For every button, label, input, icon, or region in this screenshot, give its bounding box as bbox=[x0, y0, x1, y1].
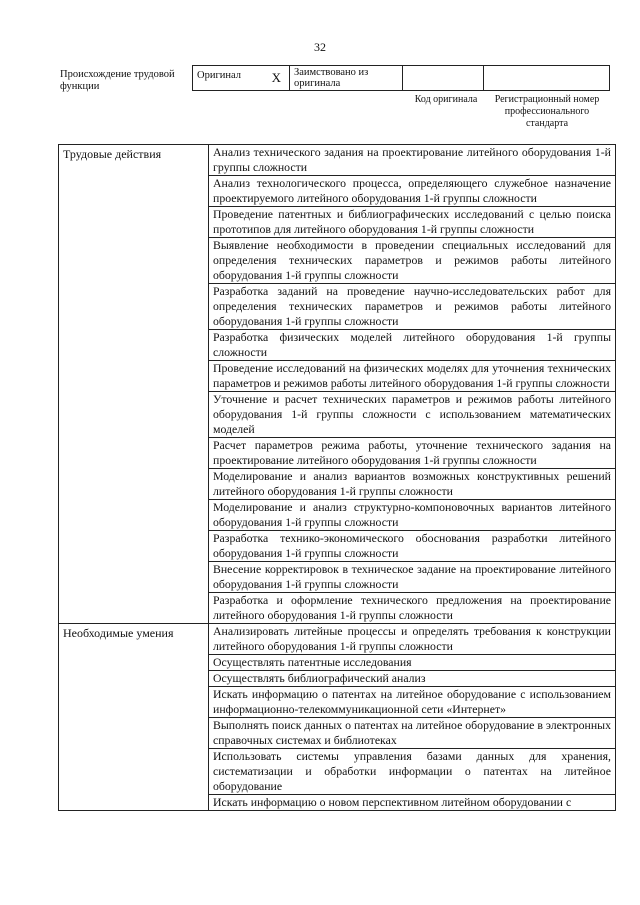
page-number: 32 bbox=[314, 40, 326, 54]
table-cell: Анализировать литейные процессы и определять требования к конструкции литейного оборудования 1-й группы сложности bbox=[209, 624, 616, 655]
table-cell: Разработка заданий на проведение научно-исследовательских работ для определения технических параметров и режимов работы литейного оборудования 1-й группы сложности bbox=[209, 284, 616, 330]
table-cell: Уточнение и расчет технических параметров и режимов работы литейного оборудования 1-й группы сложности с использованием математических моделей bbox=[209, 392, 616, 438]
table-cell: Разработка и оформление технического предложения на проектирование литейного оборудования 1-й группы сложности bbox=[209, 593, 616, 624]
origin-label: Происхождение трудовой функции bbox=[60, 69, 175, 92]
table-cell: Анализ технологического процесса, определяющего служебное назначение проектируемого литейного оборудования 1-й группы сложности bbox=[209, 176, 616, 207]
borrowed-label: Заимствовано из оригинала bbox=[290, 66, 403, 91]
original-cell bbox=[193, 66, 290, 91]
origin-table bbox=[192, 65, 610, 91]
table-cell: Искать информацию о патентах на литейное оборудование с использованием информационно-телекоммуникационной сети «Интернет» bbox=[209, 687, 616, 718]
table-cell: Проведение патентных и библиографических исследований с целью поиска прототипов для литейного оборудования 1-й группы сложности bbox=[209, 207, 616, 238]
skills-heading: Необходимые умения bbox=[59, 624, 209, 811]
table-cell: Использовать системы управления базами данных для хранения, систематизации и обработки информации о патентах на литейное оборудование bbox=[209, 749, 616, 795]
table-cell: Выполнять поиск данных о патентах на литейное оборудование в электронных справочных системах и библиотеках bbox=[209, 718, 616, 749]
table-cell: Искать информацию о новом перспективном литейном оборудовании с bbox=[209, 795, 616, 811]
table-cell: Расчет параметров режима работы, уточнение технического задания на проектирование литейного оборудования 1-й группы сложности bbox=[209, 438, 616, 469]
table-cell: Разработка физических моделей литейного оборудования 1-й группы сложности bbox=[209, 330, 616, 361]
registration-number-caption: Регистрационный номер профессионального стандарта bbox=[494, 94, 600, 129]
labor-actions-heading: Трудовые действия bbox=[59, 145, 209, 624]
table-cell: Разработка технико-экономического обоснования разработки литейного оборудования 1-й группы сложности bbox=[209, 531, 616, 562]
original-code-caption: Код оригинала bbox=[414, 94, 478, 105]
table-cell: Внесение корректировок в техническое задание на проектирование литейного оборудования 1-й группы сложности bbox=[209, 562, 616, 593]
table-cell: Осуществлять патентные исследования bbox=[209, 655, 616, 671]
original-label: Оригинал bbox=[197, 70, 241, 81]
registration-number-cell bbox=[484, 66, 610, 91]
table-row bbox=[59, 624, 616, 655]
original-code-cell bbox=[403, 66, 484, 91]
table-cell: Осуществлять библиографический анализ bbox=[209, 671, 616, 687]
table-row bbox=[59, 145, 616, 176]
table-cell: Моделирование и анализ вариантов возможных конструктивных решений литейного оборудования 1-й группы сложности bbox=[209, 469, 616, 500]
original-mark: X bbox=[271, 70, 281, 85]
table-cell: Выявление необходимости в проведении специальных исследований для определения технических параметров и режимов работы литейного оборудования 1-й группы сложности bbox=[209, 238, 616, 284]
labor-function-table bbox=[58, 144, 616, 811]
table-cell: Анализ технического задания на проектирование литейного оборудования 1-й группы сложности bbox=[209, 145, 616, 176]
table-cell: Проведение исследований на физических моделях для уточнения технических параметров и режимов работы литейного оборудования 1-й группы сложности bbox=[209, 361, 616, 392]
table-cell: Моделирование и анализ структурно-компоновочных вариантов литейного оборудования 1-й группы сложности bbox=[209, 500, 616, 531]
